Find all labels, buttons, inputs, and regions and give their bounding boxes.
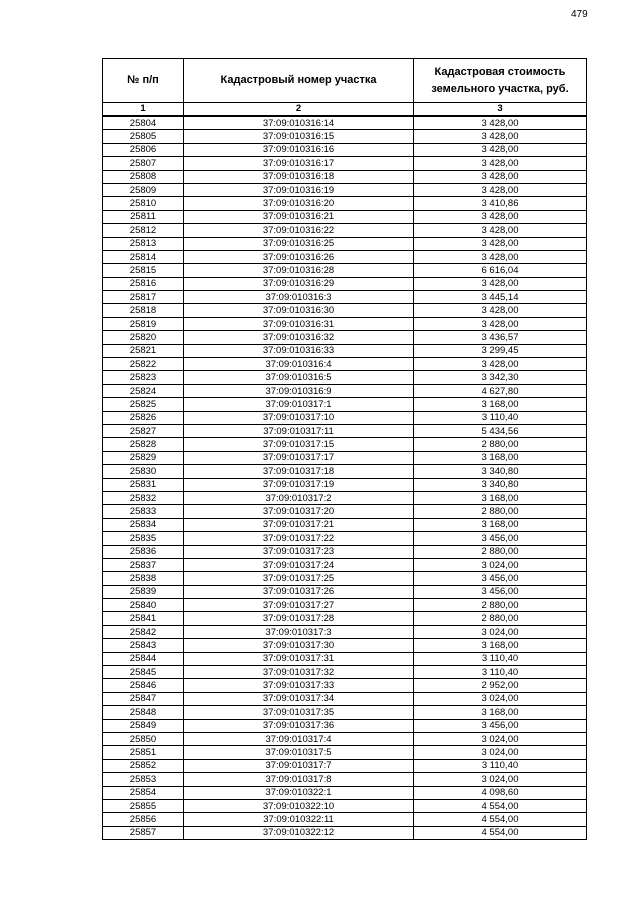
cadastral-number: 37:09:010316:33 [184, 344, 414, 357]
cadastral-number: 37:09:010317:7 [184, 759, 414, 772]
row-number: 25857 [103, 826, 184, 839]
cadastral-number: 37:09:010316:29 [184, 277, 414, 290]
row-number: 25822 [103, 358, 184, 371]
table-row [103, 384, 587, 397]
cadastral-number: 37:09:010317:21 [184, 518, 414, 531]
cadastral-value: 3 456,00 [414, 532, 587, 545]
row-number: 25809 [103, 183, 184, 196]
cadastral-number: 37:09:010317:10 [184, 411, 414, 424]
cadastral-value: 3 428,00 [414, 183, 587, 196]
cadastral-value: 3 110,40 [414, 652, 587, 665]
cadastral-number: 37:09:010316:25 [184, 237, 414, 250]
cadastral-value: 3 428,00 [414, 224, 587, 237]
table-row [103, 746, 587, 759]
table-row [103, 505, 587, 518]
row-number: 25828 [103, 438, 184, 451]
row-number: 25831 [103, 478, 184, 491]
row-number: 25807 [103, 157, 184, 170]
table-row [103, 813, 587, 826]
table-row [103, 210, 587, 223]
table-row [103, 612, 587, 625]
row-number: 25813 [103, 237, 184, 250]
table-row [103, 692, 587, 705]
cadastral-number: 37:09:010317:5 [184, 746, 414, 759]
row-number: 25805 [103, 130, 184, 143]
table-row [103, 599, 587, 612]
cadastral-value: 3 428,00 [414, 358, 587, 371]
table-row [103, 143, 587, 156]
table-row [103, 773, 587, 786]
row-number: 25848 [103, 706, 184, 719]
cadastral-value: 3 428,00 [414, 237, 587, 250]
row-number: 25817 [103, 291, 184, 304]
table-row [103, 491, 587, 504]
table-row [103, 317, 587, 330]
page-number: 479 [571, 9, 588, 20]
cadastral-number: 37:09:010322:12 [184, 826, 414, 839]
row-number: 25815 [103, 264, 184, 277]
table-row [103, 719, 587, 732]
cadastral-value: 3 168,00 [414, 706, 587, 719]
row-number: 25814 [103, 250, 184, 263]
cadastral-value: 3 024,00 [414, 692, 587, 705]
row-number: 25820 [103, 331, 184, 344]
row-number: 25842 [103, 625, 184, 638]
cadastral-number: 37:09:010316:21 [184, 210, 414, 223]
cadastral-number: 37:09:010317:4 [184, 732, 414, 745]
row-number: 25841 [103, 612, 184, 625]
cadastral-value: 3 410,86 [414, 197, 587, 210]
cadastral-table [102, 58, 587, 840]
row-number: 25836 [103, 545, 184, 558]
table-row [103, 424, 587, 437]
cadastral-value: 3 456,00 [414, 572, 587, 585]
cadastral-value: 3 024,00 [414, 558, 587, 571]
header-row [103, 59, 587, 103]
table-row [103, 545, 587, 558]
table-row [103, 625, 587, 638]
table-row [103, 304, 587, 317]
row-number: 25808 [103, 170, 184, 183]
cadastral-number: 37:09:010316:14 [184, 116, 414, 130]
row-number: 25845 [103, 666, 184, 679]
cadastral-value: 3 024,00 [414, 773, 587, 786]
row-number: 25854 [103, 786, 184, 799]
cadastral-value: 3 340,80 [414, 465, 587, 478]
cadastral-number: 37:09:010317:1 [184, 398, 414, 411]
table-row [103, 799, 587, 812]
cadastral-value: 3 428,00 [414, 210, 587, 223]
column-number-1: 1 [103, 103, 184, 117]
cadastral-value: 3 428,00 [414, 277, 587, 290]
table-row [103, 532, 587, 545]
cadastral-number: 37:09:010317:15 [184, 438, 414, 451]
cadastral-value: 3 024,00 [414, 732, 587, 745]
cadastral-value: 3 168,00 [414, 639, 587, 652]
cadastral-number: 37:09:010317:35 [184, 706, 414, 719]
cadastral-number: 37:09:010317:25 [184, 572, 414, 585]
table-row [103, 250, 587, 263]
table-row [103, 398, 587, 411]
cadastral-number: 37:09:010316:32 [184, 331, 414, 344]
table-row [103, 759, 587, 772]
cadastral-value: 4 554,00 [414, 826, 587, 839]
cadastral-number: 37:09:010317:36 [184, 719, 414, 732]
cadastral-value: 3 110,40 [414, 759, 587, 772]
table-row [103, 465, 587, 478]
cadastral-value: 3 428,00 [414, 130, 587, 143]
table-row [103, 331, 587, 344]
table-row [103, 706, 587, 719]
row-number: 25852 [103, 759, 184, 772]
cadastral-value: 3 428,00 [414, 250, 587, 263]
cadastral-number: 37:09:010317:17 [184, 451, 414, 464]
cadastral-value: 3 456,00 [414, 585, 587, 598]
cadastral-number: 37:09:010316:3 [184, 291, 414, 304]
cadastral-value: 2 880,00 [414, 505, 587, 518]
row-number: 25823 [103, 371, 184, 384]
cadastral-number: 37:09:010316:31 [184, 317, 414, 330]
table-row [103, 558, 587, 571]
cadastral-value: 3 024,00 [414, 746, 587, 759]
cadastral-value: 4 554,00 [414, 799, 587, 812]
cadastral-number: 37:09:010316:5 [184, 371, 414, 384]
cadastral-value: 3 024,00 [414, 625, 587, 638]
cadastral-value: 3 299,45 [414, 344, 587, 357]
cadastral-value: 3 428,00 [414, 317, 587, 330]
table-row [103, 679, 587, 692]
cadastral-number: 37:09:010316:9 [184, 384, 414, 397]
cadastral-value: 3 110,40 [414, 666, 587, 679]
cadastral-value: 3 428,00 [414, 143, 587, 156]
cadastral-number: 37:09:010322:11 [184, 813, 414, 826]
row-number: 25821 [103, 344, 184, 357]
row-number: 25816 [103, 277, 184, 290]
cadastral-value: 3 168,00 [414, 518, 587, 531]
cadastral-number: 37:09:010316:22 [184, 224, 414, 237]
cadastral-value: 3 342,30 [414, 371, 587, 384]
cadastral-number: 37:09:010317:34 [184, 692, 414, 705]
row-number: 25832 [103, 491, 184, 504]
cadastral-number: 37:09:010316:30 [184, 304, 414, 317]
cadastral-number: 37:09:010317:26 [184, 585, 414, 598]
header-number: № п/п [103, 59, 184, 103]
cadastral-number: 37:09:010316:16 [184, 143, 414, 156]
cadastral-value: 2 880,00 [414, 612, 587, 625]
row-number: 25851 [103, 746, 184, 759]
cadastral-number: 37:09:010317:28 [184, 612, 414, 625]
row-number: 25825 [103, 398, 184, 411]
cadastral-value: 3 445,14 [414, 291, 587, 304]
cadastral-number: 37:09:010322:1 [184, 786, 414, 799]
row-number: 25846 [103, 679, 184, 692]
cadastral-value: 2 880,00 [414, 545, 587, 558]
cadastral-number: 37:09:010316:20 [184, 197, 414, 210]
table-row [103, 264, 587, 277]
row-number: 25844 [103, 652, 184, 665]
cadastral-number: 37:09:010316:19 [184, 183, 414, 196]
row-number: 25855 [103, 799, 184, 812]
row-number: 25818 [103, 304, 184, 317]
cadastral-number: 37:09:010317:19 [184, 478, 414, 491]
row-number: 25810 [103, 197, 184, 210]
cadastral-value: 3 428,00 [414, 170, 587, 183]
row-number: 25839 [103, 585, 184, 598]
cadastral-number: 37:09:010322:10 [184, 799, 414, 812]
row-number: 25853 [103, 773, 184, 786]
cadastral-value: 3 436,57 [414, 331, 587, 344]
cadastral-value: 2 880,00 [414, 438, 587, 451]
cadastral-value: 3 110,40 [414, 411, 587, 424]
table-row [103, 371, 587, 384]
cadastral-number: 37:09:010316:28 [184, 264, 414, 277]
row-number: 25849 [103, 719, 184, 732]
cadastral-number: 37:09:010317:27 [184, 599, 414, 612]
cadastral-number: 37:09:010317:24 [184, 558, 414, 571]
row-number: 25824 [103, 384, 184, 397]
table-row [103, 224, 587, 237]
table-row [103, 291, 587, 304]
table-row [103, 344, 587, 357]
table-row [103, 451, 587, 464]
cadastral-number: 37:09:010317:33 [184, 679, 414, 692]
table-row [103, 652, 587, 665]
cadastral-value: 4 627,80 [414, 384, 587, 397]
table-row [103, 130, 587, 143]
cadastral-value: 6 616,04 [414, 264, 587, 277]
cadastral-value: 3 168,00 [414, 491, 587, 504]
table-row [103, 277, 587, 290]
row-number: 25834 [103, 518, 184, 531]
cadastral-value: 3 428,00 [414, 157, 587, 170]
row-number: 25833 [103, 505, 184, 518]
cadastral-value: 5 434,56 [414, 424, 587, 437]
cadastral-number: 37:09:010317:23 [184, 545, 414, 558]
cadastral-value: 3 340,80 [414, 478, 587, 491]
row-number: 25835 [103, 532, 184, 545]
row-number: 25838 [103, 572, 184, 585]
cadastral-value: 4 098,60 [414, 786, 587, 799]
cadastral-number: 37:09:010316:26 [184, 250, 414, 263]
table-row [103, 732, 587, 745]
table-row [103, 183, 587, 196]
table-row [103, 826, 587, 839]
table-row [103, 572, 587, 585]
table-row [103, 157, 587, 170]
table-row [103, 639, 587, 652]
row-number: 25840 [103, 599, 184, 612]
table-row [103, 237, 587, 250]
cadastral-number: 37:09:010317:20 [184, 505, 414, 518]
row-number: 25811 [103, 210, 184, 223]
cadastral-value: 3 168,00 [414, 398, 587, 411]
table-row [103, 518, 587, 531]
cadastral-number: 37:09:010316:4 [184, 358, 414, 371]
table-row [103, 411, 587, 424]
column-number-row [103, 103, 587, 117]
row-number: 25837 [103, 558, 184, 571]
cadastral-number: 37:09:010316:17 [184, 157, 414, 170]
column-number-3: 3 [414, 103, 587, 117]
row-number: 25847 [103, 692, 184, 705]
cadastral-value: 4 554,00 [414, 813, 587, 826]
header-cadastral-value: Кадастровая стоимость земельного участка, руб. [414, 59, 587, 103]
cadastral-value: 3 456,00 [414, 719, 587, 732]
table-row [103, 438, 587, 451]
cadastral-number: 37:09:010317:11 [184, 424, 414, 437]
row-number: 25830 [103, 465, 184, 478]
table-row [103, 170, 587, 183]
row-number: 25850 [103, 732, 184, 745]
row-number: 25819 [103, 317, 184, 330]
cadastral-value: 3 428,00 [414, 304, 587, 317]
cadastral-number: 37:09:010317:3 [184, 625, 414, 638]
cadastral-number: 37:09:010317:18 [184, 465, 414, 478]
cadastral-number: 37:09:010317:22 [184, 532, 414, 545]
cadastral-value: 2 952,00 [414, 679, 587, 692]
row-number: 25804 [103, 116, 184, 130]
cadastral-value: 2 880,00 [414, 599, 587, 612]
header-cadastral-number: Кадастровый номер участка [184, 59, 414, 103]
cadastral-number: 37:09:010317:8 [184, 773, 414, 786]
row-number: 25812 [103, 224, 184, 237]
table-row [103, 358, 587, 371]
row-number: 25843 [103, 639, 184, 652]
cadastral-value: 3 168,00 [414, 451, 587, 464]
table-body [103, 116, 587, 840]
row-number: 25806 [103, 143, 184, 156]
cadastral-number: 37:09:010317:30 [184, 639, 414, 652]
row-number: 25856 [103, 813, 184, 826]
table-row [103, 666, 587, 679]
column-number-2: 2 [184, 103, 414, 117]
table-row [103, 786, 587, 799]
cadastral-number: 37:09:010317:31 [184, 652, 414, 665]
table-row [103, 478, 587, 491]
table-row [103, 585, 587, 598]
row-number: 25829 [103, 451, 184, 464]
row-number: 25827 [103, 424, 184, 437]
cadastral-number: 37:09:010316:18 [184, 170, 414, 183]
cadastral-number: 37:09:010317:32 [184, 666, 414, 679]
cadastral-value: 3 428,00 [414, 116, 587, 130]
table-row [103, 116, 587, 130]
row-number: 25826 [103, 411, 184, 424]
table-row [103, 197, 587, 210]
cadastral-number: 37:09:010317:2 [184, 491, 414, 504]
cadastral-number: 37:09:010316:15 [184, 130, 414, 143]
